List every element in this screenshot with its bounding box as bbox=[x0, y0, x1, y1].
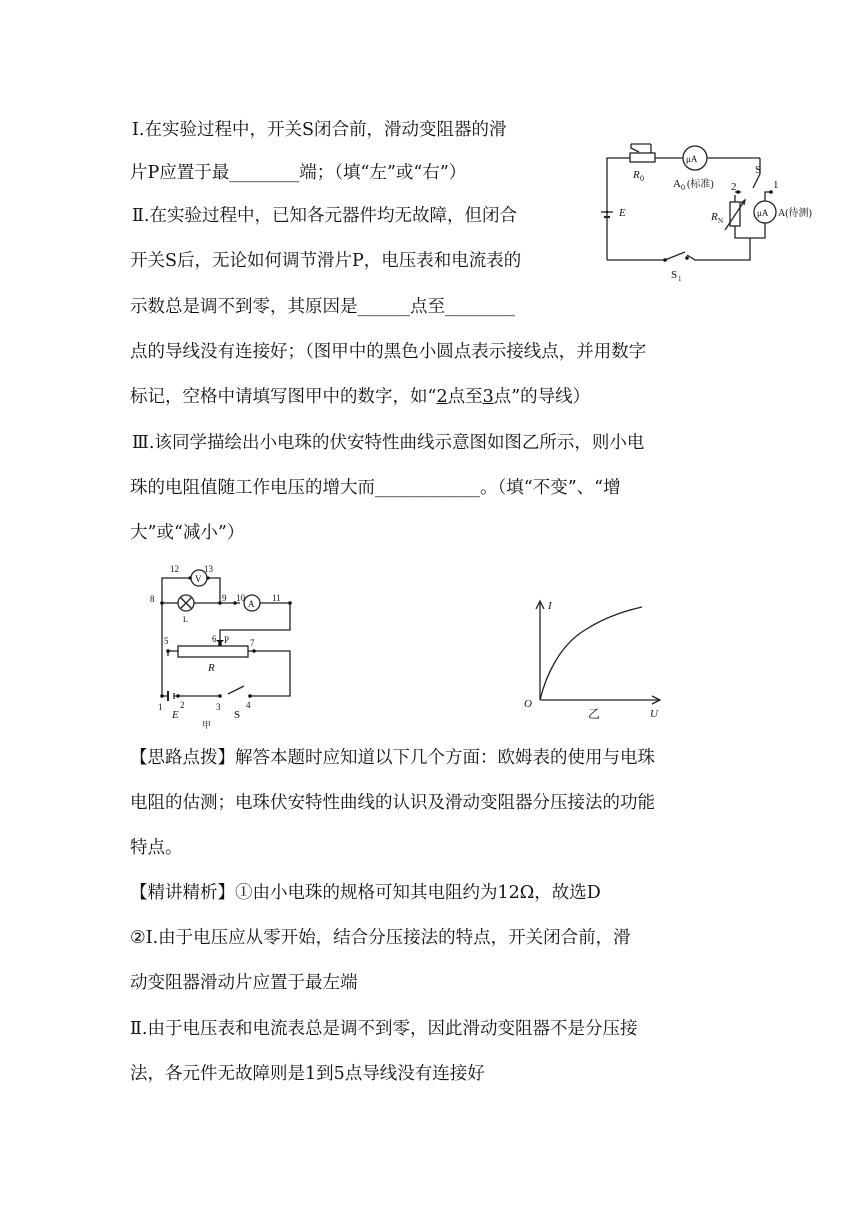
text-line-1: Ⅰ.在实验过程中，开关S闭合前，滑动变阻器的滑 bbox=[132, 120, 507, 140]
text-line-4: 开关S后，无论如何调节滑片P，电压表和电流表的 bbox=[130, 251, 522, 271]
circuit-figure-top-right bbox=[595, 140, 835, 290]
y-axis-label: I bbox=[548, 600, 552, 612]
label-rn-sub: N bbox=[718, 217, 724, 225]
label-point-2: 2 bbox=[731, 181, 737, 193]
node-5: 5 bbox=[164, 636, 169, 646]
label-r0: R bbox=[633, 169, 640, 181]
label-point-1: 1 bbox=[773, 179, 779, 191]
slider-p-label: P bbox=[224, 635, 230, 645]
text-line-8: Ⅲ.该同学描绘出小电珠的伏安特性曲线示意图如图乙所示，则小电 bbox=[132, 433, 645, 453]
x-axis-label: U bbox=[650, 708, 658, 720]
text-line-3: Ⅱ.在实验过程中，已知各元器件均无故障，但闭合 bbox=[132, 206, 517, 226]
text-line-7 bbox=[130, 386, 590, 408]
ammeter-label: A bbox=[248, 599, 255, 609]
label-s1-sub: 1 bbox=[678, 275, 682, 283]
node-9: 9 bbox=[222, 593, 227, 603]
node-4: 4 bbox=[246, 700, 251, 710]
bulb-label: L bbox=[183, 615, 188, 624]
origin-label: O bbox=[524, 698, 532, 710]
text-line-11: 【思路点拨】解答本题时应知道以下几个方面：欧姆表的使用与电珠 bbox=[130, 748, 655, 768]
label-e: E bbox=[619, 207, 626, 219]
rheostat-label: R bbox=[208, 662, 215, 674]
text-line-15: ②Ⅰ.由于电压应从零开始，结合分压接法的特点，开关闭合前，滑 bbox=[130, 928, 631, 948]
node-7: 7 bbox=[250, 638, 255, 648]
text-line-7a: 标记，空格中请填写图甲中的数字，如“ bbox=[130, 387, 437, 407]
node-11: 11 bbox=[272, 593, 281, 603]
text-line-7e: 点”的导线） bbox=[493, 387, 591, 407]
text-line-2: 片P应置于最________端；（填“左”或“右”） bbox=[130, 163, 467, 183]
text-line-14: 【精讲精析】①由小电珠的规格可知其电阻约为12Ω，故选D bbox=[130, 883, 601, 903]
node-8: 8 bbox=[150, 594, 155, 604]
iu-curve-figure-yi bbox=[520, 595, 670, 725]
label-a0: A bbox=[673, 178, 681, 190]
text-line-10: 大”或“减小”） bbox=[130, 523, 245, 543]
node-2: 2 bbox=[180, 700, 185, 710]
label-a0-note: (标准) bbox=[687, 179, 714, 190]
figure-yi-caption: 乙 bbox=[588, 707, 601, 721]
text-line-9: 珠的电阻值随工作电压的增大而____________。（填“不变”、“增 bbox=[130, 478, 621, 498]
text-line-7c: 点至 bbox=[447, 387, 483, 407]
node-1: 1 bbox=[158, 702, 163, 712]
label-ua-a0: μA bbox=[686, 154, 698, 164]
figure-jia-caption: 甲 bbox=[202, 720, 212, 730]
label-rn: R bbox=[711, 211, 718, 223]
text-line-6: 点的导线没有连接好；（图甲中的黑色小圆点表示接线点，并用数字 bbox=[130, 342, 647, 362]
label-a0-sub: 0 bbox=[681, 183, 685, 192]
node-10: 10 bbox=[236, 593, 245, 603]
node-12: 12 bbox=[170, 564, 179, 574]
text-line-12: 电阻的估测；电珠伏安特性曲线的认识及滑动变阻器分压接法的功能 bbox=[130, 793, 655, 813]
text-line-5: 示数总是调不到零，其原因是______点至________ bbox=[130, 297, 515, 317]
label-a-tested: A(待测) bbox=[778, 208, 812, 219]
text-line-16: 动变阻器滑动片应置于最左端 bbox=[130, 973, 358, 993]
label-s: S bbox=[755, 164, 762, 176]
example-point-2: 2 bbox=[436, 387, 448, 407]
text-line-17: Ⅱ.由于电压表和电流表总是调不到零，因此滑动变阻器不是分压接 bbox=[130, 1019, 638, 1039]
text-line-13: 特点。 bbox=[130, 838, 183, 858]
label-ua-a: μA bbox=[757, 208, 769, 218]
text-line-18: 法，各元件无故障则是1到5点导线没有连接好 bbox=[130, 1064, 485, 1084]
voltmeter-label: V bbox=[195, 574, 202, 584]
label-s1: S bbox=[671, 269, 678, 281]
node-13: 13 bbox=[204, 564, 213, 574]
iu-curve bbox=[540, 607, 642, 700]
battery-label: E bbox=[172, 709, 179, 721]
node-6: 6 bbox=[212, 634, 217, 644]
circuit-figure-jia bbox=[140, 558, 300, 728]
switch-label: S bbox=[234, 709, 241, 721]
label-r0-sub: 0 bbox=[640, 174, 644, 183]
example-point-3: 3 bbox=[482, 387, 494, 407]
node-3: 3 bbox=[216, 702, 221, 712]
